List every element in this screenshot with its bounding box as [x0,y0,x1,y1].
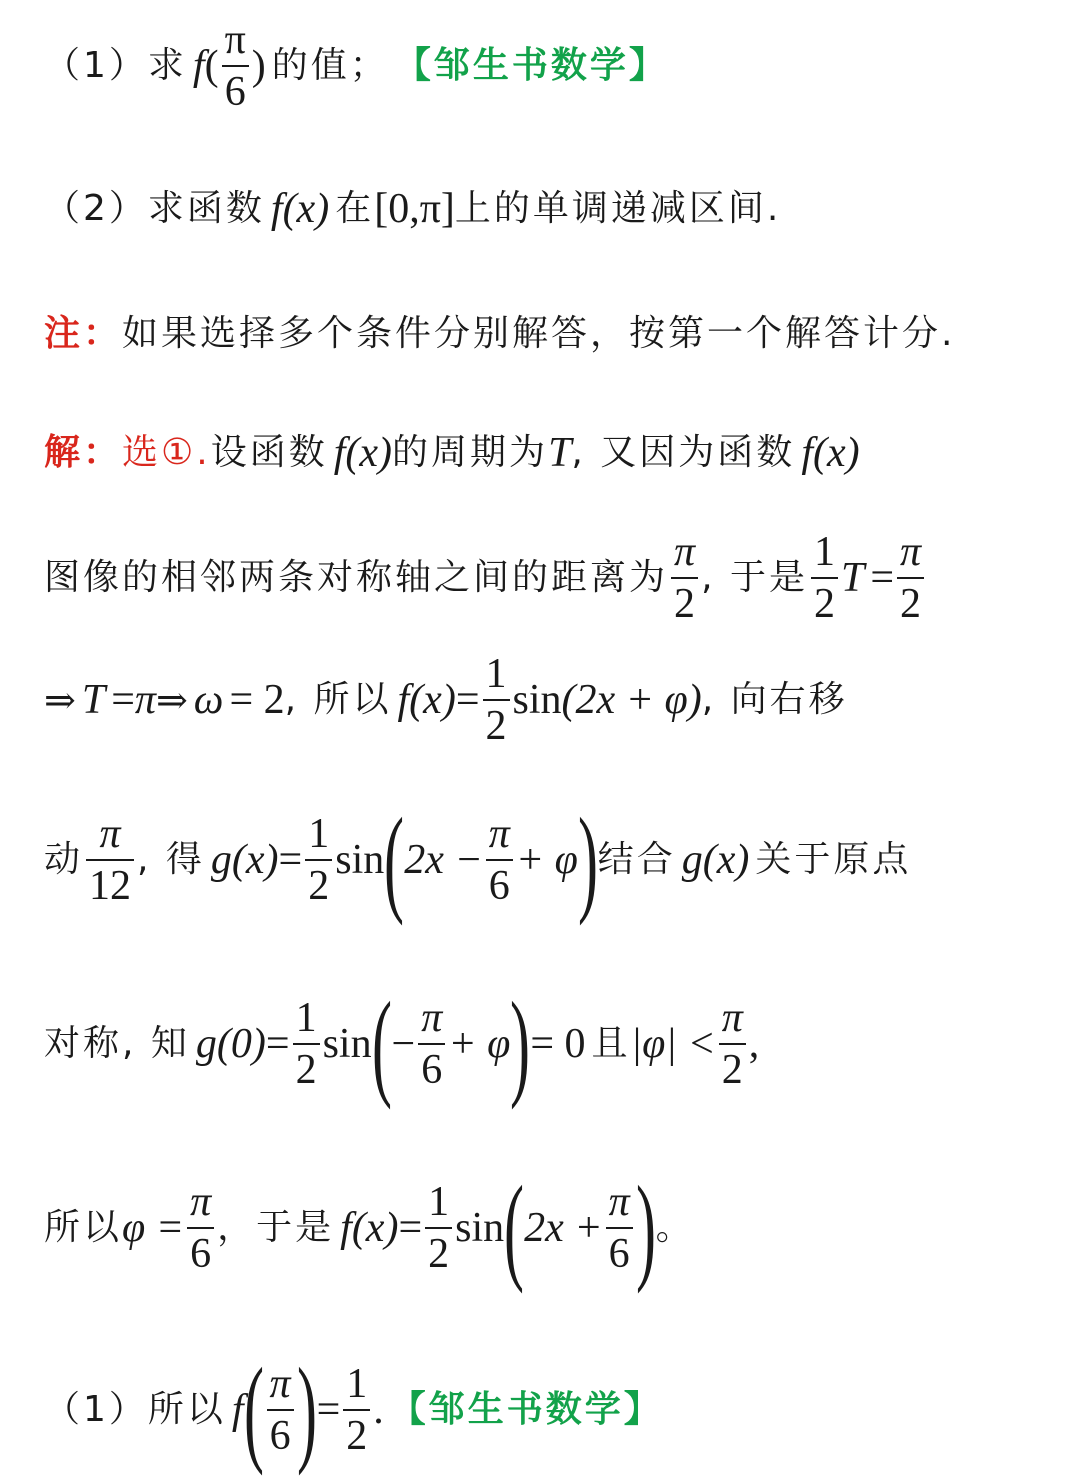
q2-suffix: 上的单调递减区间. [454,188,782,229]
sol3-pi: π [134,677,156,724]
sol3-t1: , 所以 [284,679,392,721]
sol5-g0: g(0) [195,1021,266,1067]
sol5-t2: 且 [591,1023,631,1064]
sol5-f3-num: π [721,994,743,1041]
sol6-f3-num: π [608,1178,630,1225]
sol1-t3: , 又因为函数 [571,432,796,473]
sol2-frac-2 [811,530,838,626]
sol5-f2-num: π [421,994,443,1041]
sol3-arg: (2x + φ) [561,677,702,724]
sol4-t3: 结合 [597,839,676,880]
sol2-f2-den: 2 [813,581,835,628]
sol5-frac-1 [293,996,320,1092]
sol3-f-den: 2 [485,703,507,750]
note-line [44,313,956,354]
sol1-fx1: f(x) [333,430,393,476]
sol4-sin: sin [335,837,385,883]
sol6-eq: = [398,1205,423,1251]
sol3-eq2: = 2 [229,677,285,724]
sol5-f1-den: 2 [295,1047,317,1093]
sol2-t1: 图像的相邻两条对称轴之间的距离为 [44,557,669,599]
ans1-frac-arg [267,1362,294,1458]
note-text: 如果选择多个条件分别解答，按第一个解答计分. [122,313,956,354]
q1-fraction [222,18,249,114]
sol6-fx: f(x) [340,1205,399,1251]
sol4-eq: = [278,837,303,883]
sol1-T: T [548,430,572,476]
question-2 [44,188,781,230]
solution-line-3 [44,652,848,748]
q1-frac-num: π [224,17,246,63]
sol2-T: T [840,555,865,602]
sol4-f3-num: π [488,810,510,857]
answer-1: （1）所以 f ( $\frac{\pi}{6}$ ) = $\frac{1}{2}$ . 【邹生书数学】 [44,1343,663,1476]
sol2-f2-num: 1 [813,529,835,575]
sol5-end: , [748,1021,760,1067]
sol5-frac-3 [719,996,746,1092]
sol3-implies-2: ⇒ [155,678,188,723]
sol6-sin: sin [455,1205,505,1251]
ans1-eq: = [316,1387,341,1433]
sol5-f1-num: 1 [295,994,317,1041]
sol4-frac-3 [486,812,513,908]
sol2-f1-num: π [674,529,696,575]
sol6-f1-den: 6 [190,1231,212,1277]
sol3-omega: ω [193,677,224,724]
ans1-r-num: 1 [346,1360,368,1407]
sol6-end: 。 [655,1207,695,1248]
sol3-sin: sin [512,677,562,724]
sol3-t2: , 向右移 [701,679,848,721]
sol3-eq1: = [111,677,135,724]
sol1-t1: 设函数 [210,432,328,473]
sol3-T: T [81,677,106,724]
sol3-eq3: = [455,677,480,724]
solution-label: 解： [44,432,123,473]
solution-line-1 [44,432,860,474]
sol4-f1-den: 12 [89,863,132,909]
sol5-f3-den: 2 [721,1047,743,1093]
sol6-f1-num: π [190,1178,212,1225]
sol6-f3-den: 6 [608,1231,630,1277]
sol4-f2-den: 2 [308,863,330,909]
sol5-t1: 对称, 知 [44,1023,190,1064]
sol6-a1: 2x + [524,1205,603,1251]
sol6-frac-3 [606,1180,633,1276]
sol6-frac-1 [187,1180,214,1276]
q1-close: ) [251,43,266,90]
note-label: 注： [44,313,123,354]
sol4-gx: g(x) [210,837,279,883]
sol2-frac-1 [671,530,698,626]
sol2-t2: , 于是 [701,557,808,599]
sol3-implies-1: ⇒ [44,678,76,723]
sol5-sin: sin [322,1021,372,1067]
sol4-f1-num: π [99,810,121,857]
sol6-f2-num: 1 [428,1178,450,1225]
ans1-r-den: 2 [346,1413,368,1459]
sol4-a1: 2x − [404,837,483,883]
sol1-t2: 的周期为 [392,432,549,473]
sol4-a2: + φ [515,837,578,883]
sol3-frac [483,652,510,748]
sol4-t4: 关于原点 [755,839,912,880]
q1-label: （1）求 [44,45,187,87]
q2-fx: f(x) [270,186,330,232]
sol5-eq: = [265,1021,290,1067]
ans1-label: （1）所以 [44,1389,226,1430]
sol3-fx: f(x) [397,677,456,724]
sol6-t2: ，于是 [217,1207,335,1248]
sol5-a2: + φ [448,1021,511,1067]
sol3-f-num: 1 [485,651,507,697]
q1-frac-den: 6 [224,69,246,116]
q2-interval: [0,π] [374,186,455,232]
sol2-f1-den: 2 [674,581,696,628]
q1-brand-tag: 【邹生书数学】 [394,45,668,87]
question-1 [44,18,668,114]
sol2-f3-num: π [900,529,922,575]
q1-open: ( [204,43,219,90]
solution-line-4: 动 $\frac{\pi}{12}$ , 得 g(x) = $\frac{1}{2}$ sin ( 2x − $\frac{\pi}{6}$ + φ ) 结合 g(x) 关于原点 [44,793,912,926]
q1-suffix: 的值； [271,45,389,87]
sol2-frac-3 [897,530,924,626]
ans1-f-num: π [269,1360,291,1407]
ans1-f-den: 6 [269,1413,291,1459]
sol4-frac-2 [305,812,332,908]
ans1-dot: . [373,1387,384,1433]
ans1-brand-tag: 【邹生书数学】 [389,1389,663,1430]
sol5-frac-2 [418,996,445,1092]
q2-label: （2）求函数 [44,188,265,229]
sol4-f3-den: 6 [488,863,510,909]
solution-line-6: 所以 φ = $\frac{\pi}{6}$ ，于是 f(x) = $\frac{1}{2}$ sin ( 2x + $\frac{\pi}{6}$ ) 。 [44,1161,695,1294]
sol5-f2-den: 6 [421,1047,443,1093]
sol6-t1: 所以 [44,1207,123,1248]
sol5-a1: − [391,1021,416,1067]
q2-mid: 在 [335,188,375,229]
ans1-frac-result [343,1362,370,1458]
sol2-eq: = [870,555,894,602]
sol4-frac-1 [86,812,134,908]
solution-line-2 [44,530,927,626]
sol5-abs: |φ| < [630,1021,716,1067]
sol1-fx2: f(x) [801,430,860,476]
sol4-f2-num: 1 [308,810,330,857]
sol4-t2: , 得 [137,839,205,880]
sol2-f3-den: 2 [900,581,922,628]
ans1-f: f [231,1387,244,1433]
solution-choice: 选①. [122,432,211,473]
sol6-f2-den: 2 [428,1231,450,1277]
sol4-t1: 动 [44,839,84,880]
sol6-phi: φ = [122,1205,185,1251]
sol4-gx2: g(x) [681,837,750,883]
solution-line-5: 对称, 知 g(0) = $\frac{1}{2}$ sin ( − $\frac{\pi}{6}$ + φ ) = 0 且 |φ| < $\frac{\pi}{2}$ , [44,977,760,1110]
q1-f: f [192,43,205,90]
sol6-frac-2 [425,1180,452,1276]
sol5-eq0: = 0 [530,1021,586,1067]
